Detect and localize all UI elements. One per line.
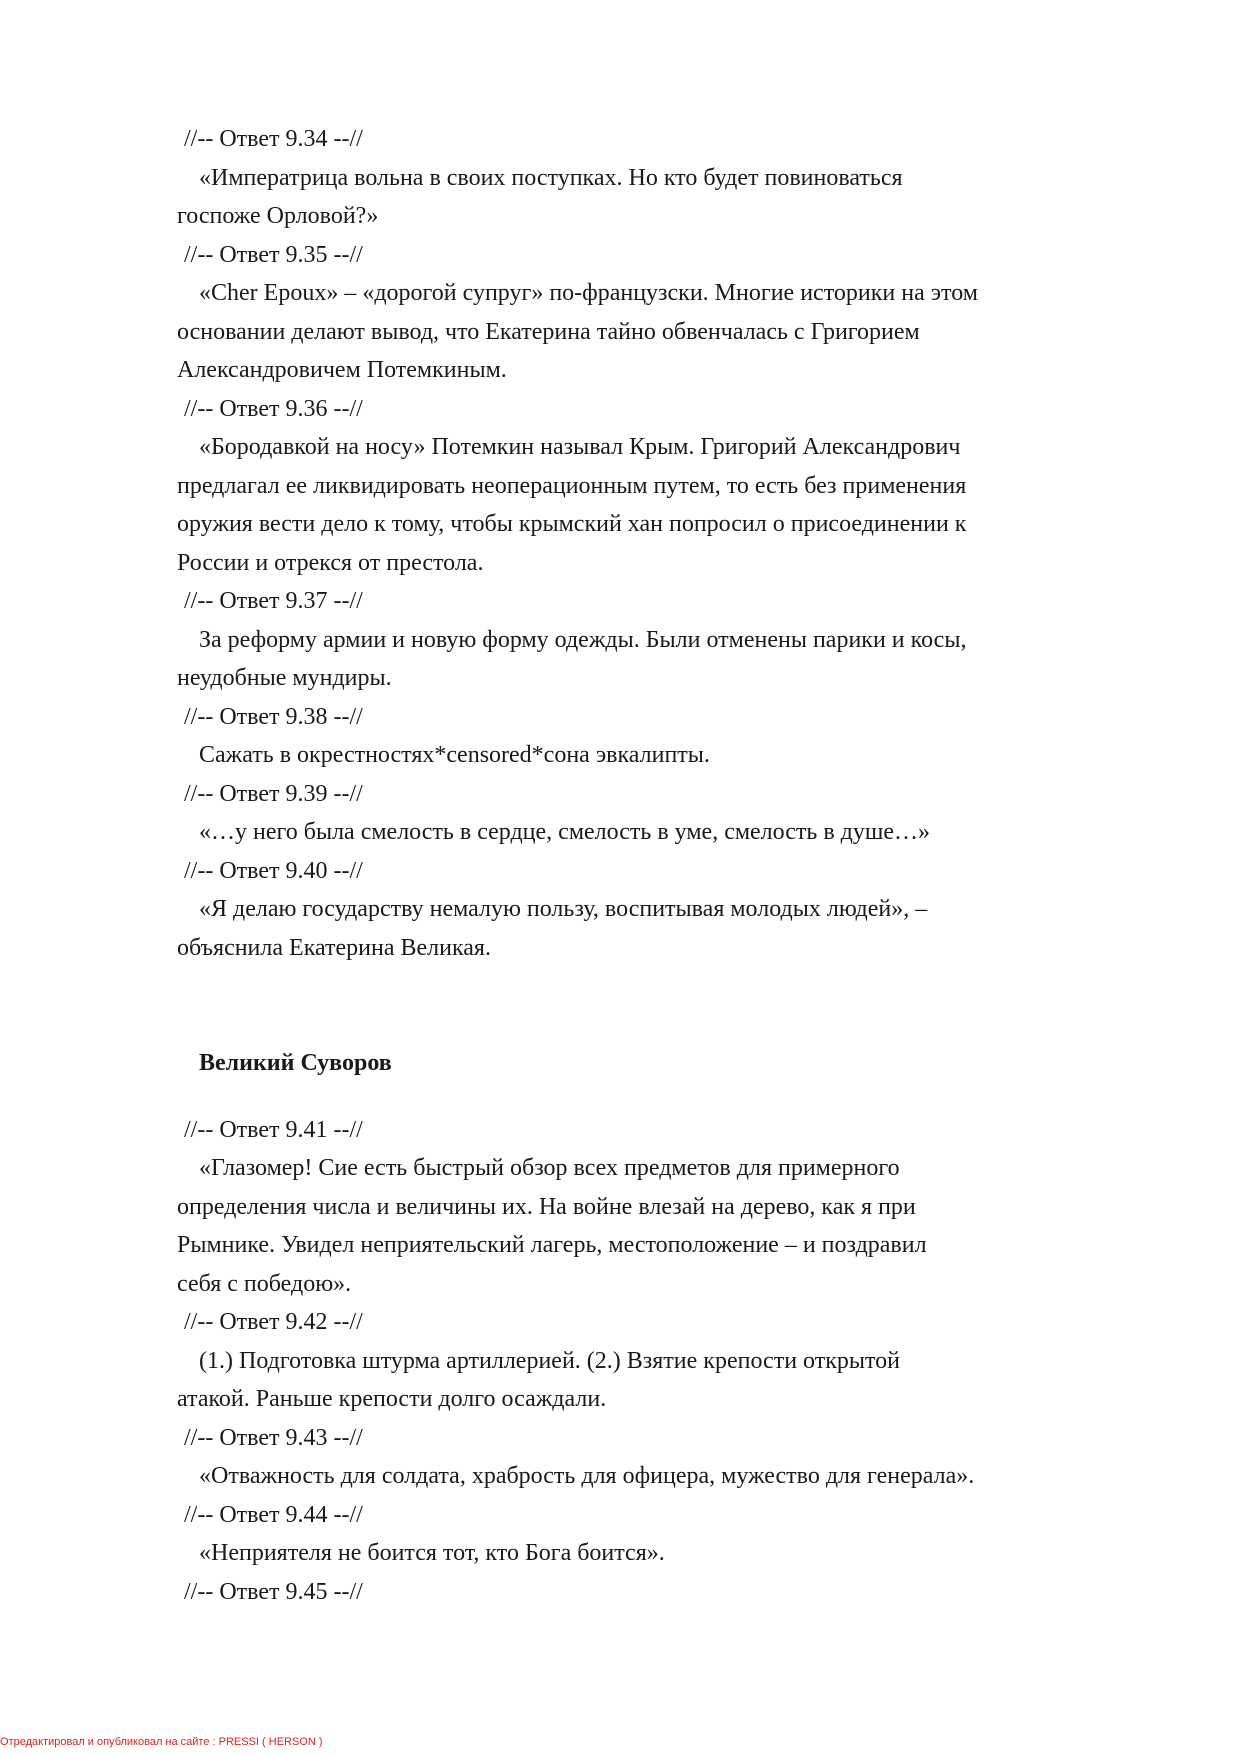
answer-label: //-- Ответ 9.35 --//	[184, 241, 363, 268]
footer-credit: Отредактировал и опубликовал на сайте : PRESSI ( HERSON )	[0, 1736, 323, 1748]
answer-text-line: «Я делаю государству немалую пользу, воспитывая молодых людей», –	[199, 896, 928, 922]
answer-text-line: «Отважность для солдата, храбрость для офицера, мужество для генерала».	[199, 1463, 975, 1489]
answer-label: //-- Ответ 9.36 --//	[184, 395, 363, 422]
document-content	[177, 120, 1157, 1611]
section-title: Великий Суворов	[199, 1050, 392, 1076]
answer-text-line: «Бородавкой на носу» Потемкин называл Крым. Григорий Александрович	[199, 434, 961, 460]
answer-label: //-- Ответ 9.37 --//	[184, 588, 363, 614]
answer-text-line: «…у него была смелость в сердце, смелость в уме, смелость в душе…»	[199, 819, 931, 845]
answer-block	[177, 390, 1157, 583]
answer-text-line: «Глазомер! Сие есть быстрый обзор всех предметов для примерного	[199, 1155, 900, 1181]
title-spacer	[177, 1083, 1157, 1111]
answer-text-line: Александровичем Потемкиным.	[177, 357, 507, 383]
answer-block	[177, 120, 1157, 236]
answer-block	[177, 852, 1157, 968]
answer-label: //-- Ответ 9.44 --//	[184, 1501, 363, 1528]
answer-block	[177, 1111, 1157, 1304]
answer-block	[177, 582, 1157, 698]
answer-text-line: госпоже Орловой?»	[177, 203, 379, 229]
answer-label: //-- Ответ 9.39 --//	[184, 780, 363, 807]
answer-text-line: неудобные мундиры.	[177, 665, 392, 691]
answer-text-line: «Императрица вольна в своих поступках. Но кто будет повиноваться	[199, 164, 903, 191]
answer-text-line: За реформу армии и новую форму одежды. Были отменены парики и косы,	[199, 626, 967, 653]
answer-label: //-- Ответ 9.38 --//	[184, 703, 363, 730]
answer-label: //-- Ответ 9.34 --//	[184, 126, 363, 152]
answer-text-line: Сажать в окрестностях*censored*сона эвкалипты.	[199, 742, 710, 768]
answer-text-line: «Неприятеля не боится тот, кто Бога боится».	[199, 1540, 665, 1566]
answer-text-line: атакой. Раньше крепости долго осаждали.	[177, 1386, 607, 1412]
answer-text-line: себя с победою».	[177, 1270, 352, 1297]
answer-block	[177, 1496, 1157, 1573]
answers-section-2	[177, 1111, 1157, 1612]
answer-label: //-- Ответ 9.42 --//	[184, 1309, 363, 1335]
answer-block	[177, 236, 1157, 390]
answer-label: //-- Ответ 9.43 --//	[184, 1424, 363, 1451]
answer-text-line: (1.) Подготовка штурма артиллерией. (2.) Взятие крепости открытой	[199, 1347, 901, 1374]
answer-text-line: «Cher Epoux» – «дорогой супруг» по-французски. Многие историки на этом	[199, 280, 978, 306]
answer-text-line: оружия вести дело к тому, чтобы крымский хан попросил о присоединении к	[177, 511, 967, 537]
answer-text-line: основании делают вывод, что Екатерина тайно обвенчалась с Григорием	[177, 318, 920, 345]
answer-label: //-- Ответ 9.45 --//	[184, 1578, 363, 1605]
answer-label: //-- Ответ 9.40 --//	[184, 857, 363, 884]
answer-block	[177, 775, 1157, 852]
answer-block	[177, 1573, 1157, 1612]
answers-section-1	[177, 120, 1157, 967]
answer-text-line: определения числа и величины их. На войне влезай на дерево, как я при	[177, 1193, 916, 1220]
answer-text-line: России и отрекся от престола.	[177, 549, 484, 576]
section-spacer	[177, 967, 1157, 1044]
answer-block	[177, 698, 1157, 775]
answer-label: //-- Ответ 9.41 --//	[184, 1116, 363, 1143]
answer-block	[177, 1303, 1157, 1419]
answer-block	[177, 1419, 1157, 1496]
answer-text-line: предлагал ее ликвидировать неоперационным путем, то есть без применения	[177, 472, 967, 499]
answer-text-line: Рымнике. Увидел неприятельский лагерь, местоположение – и поздравил	[177, 1232, 927, 1258]
answer-text-line: объяснила Екатерина Великая.	[177, 934, 491, 961]
